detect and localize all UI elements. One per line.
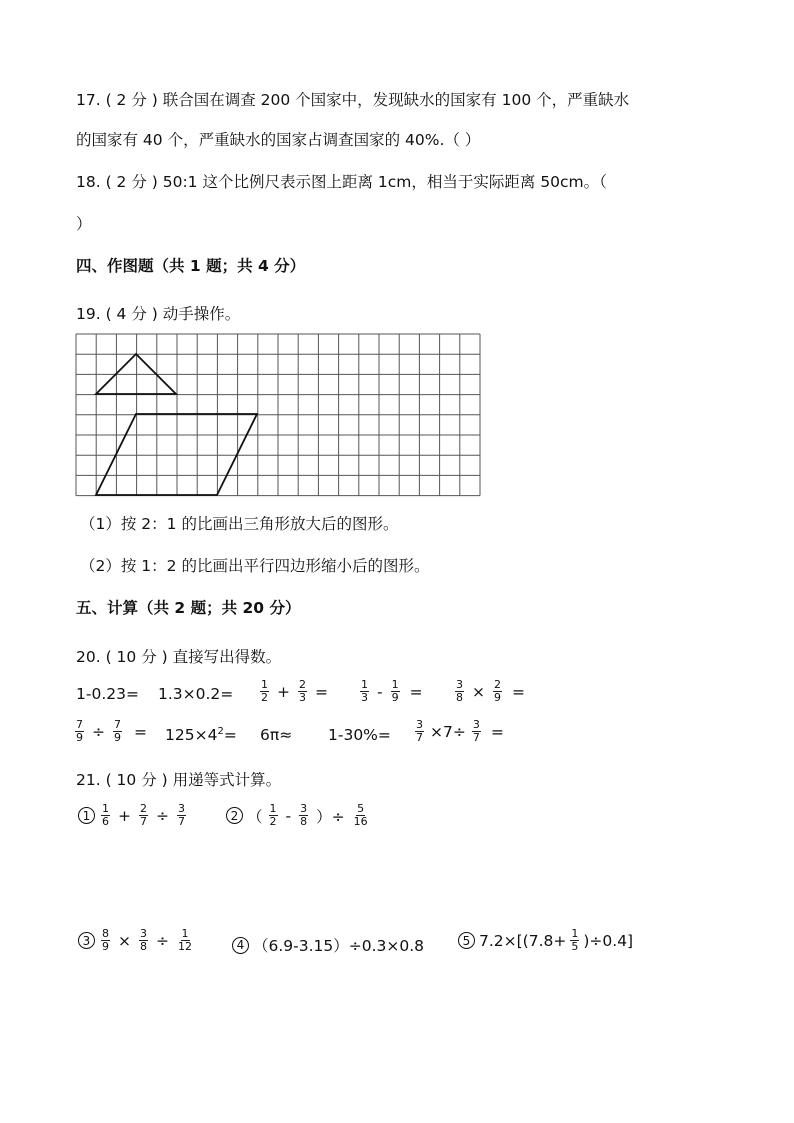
fraction-numerator: 2 — [140, 802, 147, 815]
fraction-numerator: 1 — [261, 678, 268, 691]
q21-problem-3 — [78, 928, 195, 953]
operator: - — [285, 806, 292, 825]
q20-r2-c: 6π≈ — [260, 726, 293, 744]
fraction-denominator: 2 — [261, 691, 268, 704]
drawing-grid — [75, 333, 485, 499]
q17-line2: 的国家有 40 个，严重缺水的国家占调查国家的 40%.（ ） — [76, 131, 481, 149]
fraction-numerator: 1 — [361, 678, 368, 691]
q20-r1-d — [358, 679, 423, 704]
expression: （6.9-3.15）÷0.3×0.8 — [253, 937, 425, 955]
fraction-numerator: 1 — [181, 927, 189, 940]
expression-prefix: 7.2×[(7.8+ — [479, 931, 567, 950]
q19-sub2: （2）按 1：2 的比画出平行四边形缩小后的图形。 — [80, 557, 430, 575]
q19-title: 19. ( 4 分 ) 动手操作。 — [76, 305, 241, 323]
circled-number: 4 — [232, 937, 249, 954]
fraction-denominator: 6 — [102, 815, 109, 828]
fraction-numerator: 1 — [391, 678, 399, 691]
equals: = — [223, 726, 237, 745]
q20-r2-b — [165, 726, 237, 744]
fraction-numerator: 3 — [472, 718, 480, 731]
expression-suffix: )÷0.4] — [583, 931, 634, 950]
q20-title: 20. ( 10 分 ) 直接写出得数。 — [76, 648, 282, 666]
fraction-denominator: 9 — [494, 691, 501, 704]
operator: × — [118, 931, 131, 950]
open-paren: （ — [247, 807, 263, 826]
equals: = — [409, 682, 423, 701]
fraction-denominator: 8 — [300, 815, 308, 828]
equals: = — [512, 682, 525, 701]
q20-r1-b: 1.3×0.2= — [158, 685, 234, 703]
q20-r1-a: 1-0.23= — [76, 685, 139, 703]
fraction-denominator: 5 — [571, 940, 579, 953]
fraction-denominator: 16 — [353, 815, 368, 828]
fraction-denominator: 7 — [472, 731, 480, 744]
fraction-numerator: 7 — [76, 718, 83, 731]
operator: ×7÷ — [430, 722, 466, 741]
operator: - — [377, 682, 383, 701]
q21-problem-1 — [78, 803, 188, 828]
operator: × — [472, 682, 485, 701]
q21-title: 21. ( 10 分 ) 用递等式计算。 — [76, 771, 282, 789]
section5-title: 五、计算（共 2 题；共 20 分） — [76, 599, 301, 617]
fraction-numerator: 1 — [571, 927, 579, 940]
q21-problem-4 — [232, 934, 424, 956]
section4-title: 四、作图题（共 1 题；共 4 分） — [76, 257, 306, 275]
fraction-numerator: 3 — [140, 927, 147, 940]
fraction-numerator: 3 — [178, 802, 185, 815]
close-paren-divide: ）÷ — [316, 807, 345, 826]
q20-r2-a — [73, 719, 147, 744]
fraction-numerator: 3 — [416, 718, 423, 731]
circled-number: 1 — [78, 807, 95, 824]
q20-r2-e — [413, 719, 504, 744]
fraction-denominator: 12 — [178, 940, 192, 953]
fraction-numerator: 2 — [299, 678, 306, 691]
expression: 125×4 — [165, 726, 218, 745]
operator: ÷ — [92, 722, 105, 741]
fraction-denominator: 8 — [140, 940, 147, 953]
fraction-denominator: 7 — [416, 731, 423, 744]
q20-r1-c — [258, 679, 328, 704]
fraction-denominator: 7 — [178, 815, 185, 828]
circled-number: 3 — [78, 932, 95, 949]
fraction-denominator: 9 — [114, 731, 121, 744]
fraction-numerator: 1 — [102, 802, 109, 815]
operator: + — [277, 682, 290, 701]
fraction-numerator: 7 — [114, 718, 121, 731]
fraction-denominator: 2 — [269, 815, 277, 828]
fraction-numerator: 3 — [300, 802, 308, 815]
fraction-numerator: 1 — [269, 802, 277, 815]
fraction-denominator: 3 — [361, 691, 368, 704]
q20-r2-d: 1-30%= — [328, 726, 391, 744]
fraction-denominator: 7 — [140, 815, 147, 828]
equals: = — [134, 722, 147, 741]
circled-number: 2 — [226, 807, 243, 824]
fraction-numerator: 3 — [456, 678, 463, 691]
operator: ÷ — [156, 931, 169, 950]
exponent: 2 — [217, 726, 224, 737]
fraction-denominator: 9 — [391, 691, 399, 704]
q18-line2: ） — [76, 215, 92, 233]
q19-sub1: （1）按 2：1 的比画出三角形放大后的图形。 — [80, 515, 399, 533]
equals: = — [490, 722, 504, 741]
fraction-denominator: 8 — [456, 691, 463, 704]
fraction-numerator: 8 — [102, 927, 109, 940]
operator: ÷ — [156, 806, 169, 825]
fraction-numerator: 5 — [357, 802, 365, 815]
fraction-numerator: 2 — [494, 678, 501, 691]
equals: = — [315, 682, 328, 701]
q17-line1: 17. ( 2 分 ) 联合国在调查 200 个国家中，发现缺水的国家有 100 个，严重缺水 — [76, 91, 630, 109]
q21-problem-5 — [458, 928, 633, 953]
q21-problem-2 — [226, 803, 371, 828]
fraction-denominator: 3 — [299, 691, 306, 704]
q18-line1: 18. ( 2 分 ) 50:1 这个比例尺表示图上距离 1cm，相当于实际距离 50cm。（ — [76, 173, 607, 191]
circled-number: 5 — [458, 932, 475, 949]
fraction-denominator: 9 — [102, 940, 109, 953]
operator: + — [118, 806, 131, 825]
q20-r1-e — [453, 679, 525, 704]
fraction-denominator: 9 — [76, 731, 83, 744]
